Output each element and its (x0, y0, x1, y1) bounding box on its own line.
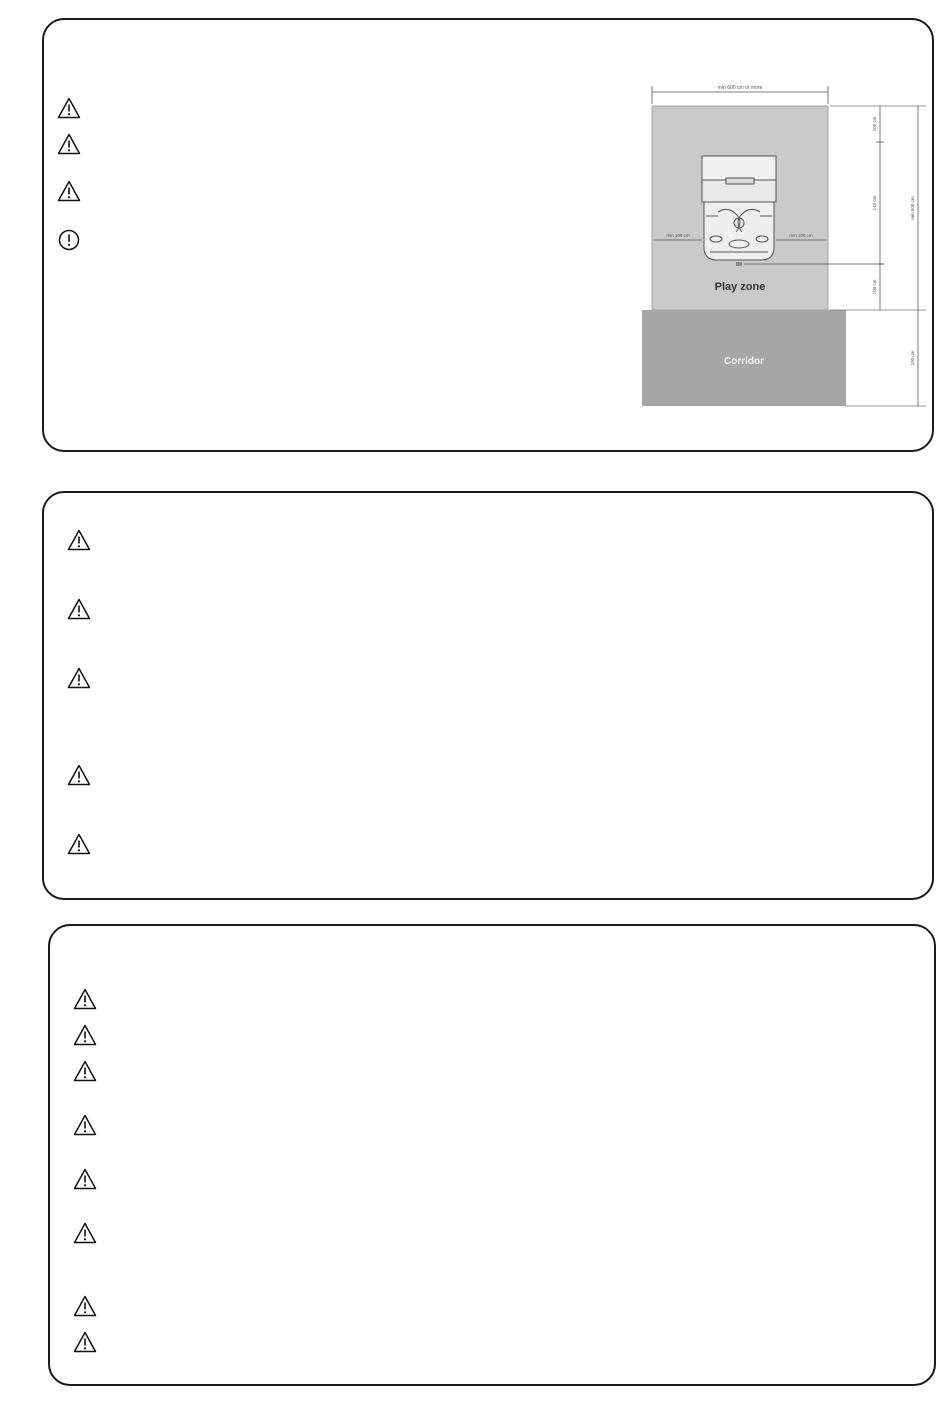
warning-triangle-icon (67, 764, 91, 786)
warning-triangle-icon (73, 1331, 97, 1353)
warning-triangle-icon (73, 988, 97, 1010)
safety-panel-maintenance (48, 924, 936, 1386)
warning-triangle-icon (67, 529, 91, 551)
warning-triangle-icon (57, 133, 81, 155)
exclamation-circle-icon (57, 229, 81, 251)
warning-triangle-icon (73, 1114, 97, 1136)
warning-triangle-icon (73, 1024, 97, 1046)
total-depth-label: min 500 cm (910, 196, 915, 220)
warning-triangle-icon (73, 1222, 97, 1244)
warning-triangle-icon (73, 1168, 97, 1190)
machine-depth-label: 140 cm (872, 195, 877, 211)
corridor-depth-label: 100 cm (910, 350, 915, 366)
warning-triangle-icon (67, 667, 91, 689)
width-dimension-label: min 600 cm or more (717, 85, 763, 91)
machine-outline (702, 156, 776, 266)
top-clearance-label: 100 cm (872, 116, 877, 132)
left-clearance-label: min 100 cm (666, 233, 690, 238)
warning-triangle-icon (67, 598, 91, 620)
play-zone-label: Play zone (714, 281, 766, 293)
warning-triangle-icon (73, 1060, 97, 1082)
right-clearance-label: min 100 cm (789, 233, 813, 238)
warning-triangle-icon (57, 97, 81, 119)
front-clearance-label: 100 cm (872, 279, 877, 295)
installation-layout-diagram (640, 82, 926, 410)
warning-triangle-icon (67, 833, 91, 855)
warning-triangle-icon (73, 1295, 97, 1317)
safety-panel-operation (42, 491, 934, 900)
warning-triangle-icon (57, 180, 81, 202)
corridor-label: Corridor (724, 356, 764, 367)
